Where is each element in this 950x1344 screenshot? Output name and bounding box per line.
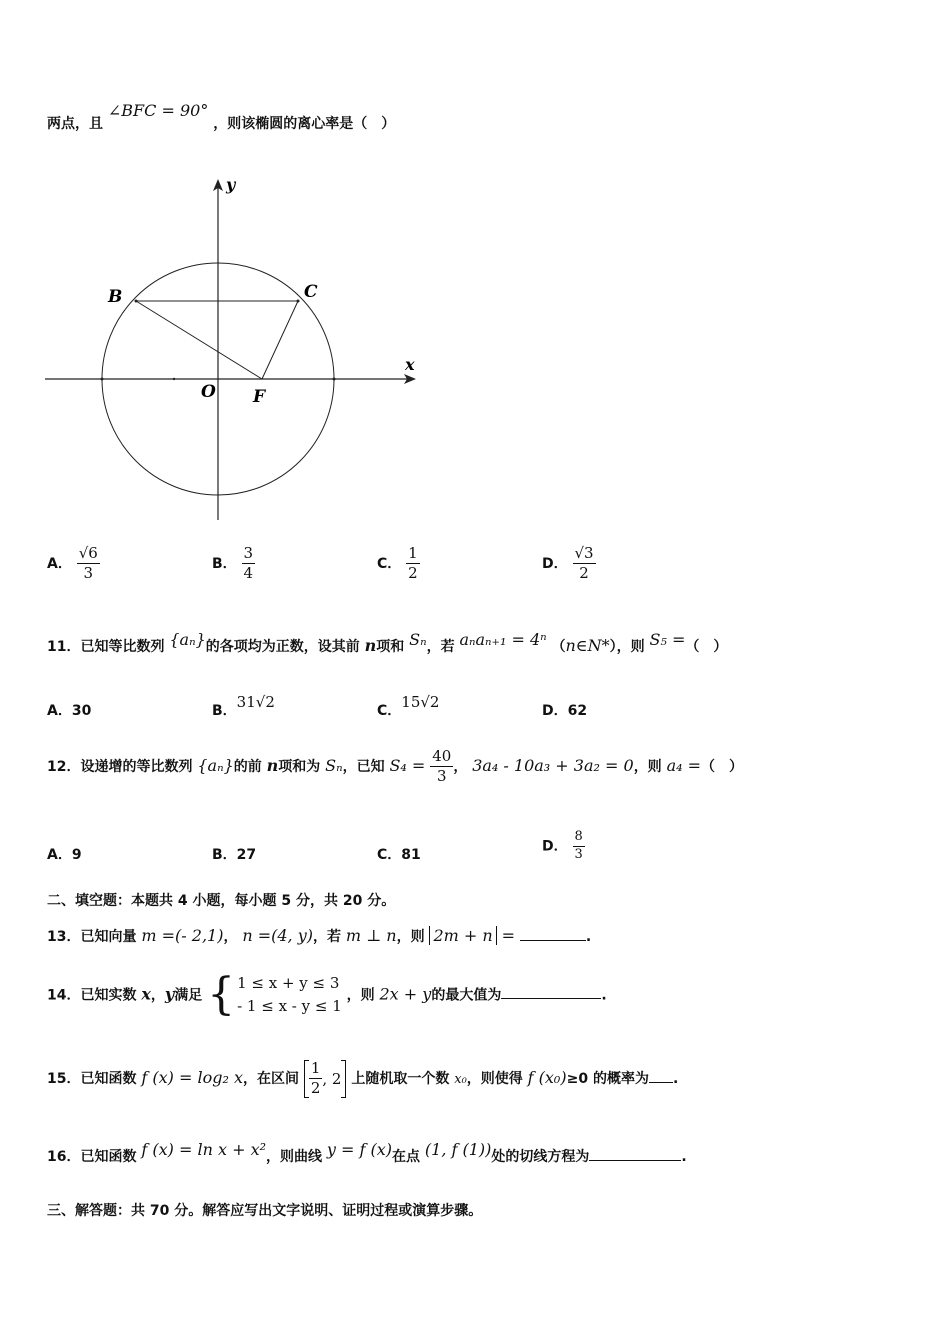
q12-text-5: ， [453,758,468,775]
label-f: F [253,387,266,407]
q11-n: n [364,636,377,655]
q12-text-2: 的前 [233,758,262,775]
q11-s5: S₅ = [649,630,686,649]
q12-option-c[interactable] [377,844,421,864]
q12-text-3: 项和为 [278,758,321,775]
q10-option-d[interactable] [542,545,596,583]
y-axis-label: y [226,175,236,194]
option-label: D． [542,555,568,572]
q15-answer-blank[interactable] [649,1070,673,1083]
q14-y: y [164,984,175,1004]
segment-cf [262,301,298,379]
q15-text-4: ，则使得 [466,1070,523,1087]
option-label: C． [377,847,402,863]
q11-text-7: （ ） [685,639,728,655]
option-label: A． [47,703,72,719]
q12-option-d-fraction: $\frac{8}{3}$ [574,829,583,862]
q11-option-b[interactable] [212,692,275,719]
option-value: 15√2 [401,693,440,711]
q15-x0: x₀ [454,1071,467,1087]
q10-suffix: ，则该椭圆的离心率是（ ） [213,116,396,132]
q13-perpendicular: m ⊥ n [345,926,397,945]
q15-text-1: 已知函数 [80,1070,137,1087]
option-value: 31√2 [236,693,275,711]
q14-inequality-2: - 1 ≤ x - y ≤ 1 [237,997,342,1016]
q15-number: 15． [47,1070,81,1087]
q14-expression: 2x + y [379,984,432,1004]
option-value: 62 [567,703,588,719]
option-b-fraction: $\frac{3}{4}$ [243,544,254,583]
option-label: C． [377,703,402,719]
q11-option-c[interactable] [377,692,440,719]
q12-text-7: （ ） [701,758,744,775]
option-a-fraction: $\frac{√6}{3}$ [78,544,98,583]
q13-abs-expr: 2m + n [429,926,496,945]
option-label: B． [212,555,237,572]
q14-brace: { [207,969,236,1021]
option-c-fraction: $\frac{1}{2}$ [408,544,418,583]
q15-period: . [672,1070,679,1087]
q11-condition: aₙaₙ₊₁ = 4ⁿ [459,630,547,649]
left-vertex-dot [101,378,104,381]
option-value: 9 [71,847,82,863]
q14-period: . [601,987,607,1004]
q15-interval-right: , 2 [322,1069,342,1088]
q12-text-4: ，已知 [342,758,385,775]
option-label: A． [47,847,72,863]
label-c: C [304,282,318,302]
q13-text-4: ，则 [396,929,425,945]
x-axis-label: x [405,355,415,374]
q11-option-a[interactable] [47,700,91,720]
q11-text-4: ，若 [426,639,455,655]
q12-s4: S₄ = [389,755,426,775]
q13-text-3: ，若 [313,929,341,945]
option-label: A． [47,555,72,572]
option-value: 30 [71,703,92,719]
q14-answer-blank[interactable] [501,986,601,999]
q14-comma: ， [150,987,165,1004]
q12-option-b[interactable] [212,844,256,864]
segment-bf [136,301,262,379]
q14-number: 14． [47,987,81,1004]
q10-option-b[interactable] [212,545,255,583]
section-2-heading [47,890,395,910]
q11-sn: Sₙ [409,630,427,649]
option-label: D． [542,838,568,855]
q13-period: . [585,929,592,945]
q13-answer-blank[interactable] [520,928,586,941]
q15-function: f (x) = log₂ x [141,1067,243,1087]
q16-number: 16． [47,1149,81,1165]
q16-function: f (x) = ln x + x² [141,1140,266,1159]
option-label: B． [212,703,237,719]
q12-n: n [266,755,279,775]
q12-text-6: ，则 [633,758,662,775]
q12-sequence: {aₙ} [197,755,234,775]
q16-text-2: ，则曲线 [266,1149,322,1165]
q14-x: x [141,984,151,1004]
q16-curve: y = f (x) [326,1140,393,1159]
q16-text-4: 处的切线方程为 [491,1149,590,1165]
option-label: C． [377,555,402,572]
q14-text-2: 满足 [174,987,203,1004]
q11-stem [47,630,728,656]
q14-text-1: 已知实数 [80,987,137,1004]
q11-sequence: {aₙ} [169,630,206,649]
q14-inequality-1: 1 ≤ x + y ≤ 3 [237,974,340,992]
q11-text-5: （ [551,639,566,655]
q15-text-2: ，在区间 [242,1070,299,1087]
option-value: 81 [401,847,421,863]
q16-answer-blank[interactable] [589,1148,681,1161]
q14-text-4: 的最大值为 [431,987,502,1004]
q11-option-d[interactable] [542,700,587,720]
q12-sn: Sₙ [325,755,343,775]
q12-option-d[interactable] [542,830,585,863]
q15-text-3: 上随机取一个数 [351,1070,450,1087]
right-vertex-dot [333,378,336,381]
q11-number: 11． [47,639,81,655]
q10-prefix: 两点，且 [47,116,103,132]
q12-condition: 3a₄ - 10a₃ + 3a₂ = 0 [472,755,634,775]
q12-number: 12． [47,758,81,775]
q13-number: 13． [47,929,81,945]
point-c-dot [297,300,300,303]
q13-m-vector: m =(- 2,1) [141,926,224,945]
option-label: B． [212,847,237,863]
q14-text-3: ，则 [346,987,375,1004]
label-b: B [108,287,123,307]
q13-equals: = [501,926,515,945]
q10-angle-expr: ∠BFC = 90° [107,101,209,120]
point-b-dot [135,300,138,303]
q12-text-1: 设递增的等比数列 [80,758,193,775]
q11-text-2: 的各项均为正数，设其前 [205,639,360,655]
ellipse-figure [40,170,430,530]
q15-stem [47,1060,678,1098]
label-o: O [201,382,216,402]
option-value: 27 [236,847,257,863]
q12-s4-fraction: $\frac{40}{3}$ [432,747,452,786]
q12-option-a[interactable] [47,844,82,864]
q16-point: (1, f (1)) [424,1140,492,1159]
q13-stem [47,926,591,946]
q16-text-1: 已知函数 [80,1149,137,1165]
section-3-text: 三、解答题：共 70 分。解答应写出文字说明、证明过程或演算步骤。 [47,1203,483,1219]
q15-text-5: ≥0 的概率为 [566,1070,649,1087]
q10-option-a[interactable] [47,545,100,583]
q15-fx0: f (x₀) [527,1067,567,1087]
section-2-text: 二、填空题：本题共 4 小题，每小题 5 分，共 20 分。 [47,893,396,909]
option-label: D． [542,703,568,719]
q12-a4: a₄ = [666,755,702,775]
q16-stem [47,1140,687,1166]
q16-text-3: 在点 [392,1149,421,1165]
q14-system [207,969,342,1021]
q11-text-1: 已知等比数列 [80,639,165,655]
q10-option-c[interactable] [377,545,420,583]
left-focus-dot [173,378,175,380]
q11-text-3: 项和 [376,639,405,655]
section-3-heading [47,1200,482,1220]
q15-interval-fraction: $\frac{1}{2}$ [310,1059,321,1098]
q13-text-1: 已知向量 [80,929,137,945]
option-d-fraction: $\frac{√3}{2}$ [574,544,594,583]
q15-interval [304,1060,347,1098]
q12-stem [47,748,743,786]
q13-n-vector: n =(4, y) [242,926,313,945]
q16-period: . [681,1149,687,1165]
q13-text-2: ， [223,929,238,945]
q11-domain: n∈N* [565,636,610,655]
q10-tail-line [47,101,396,133]
q11-text-6: ），则 [609,639,645,655]
q14-stem [47,969,607,1021]
